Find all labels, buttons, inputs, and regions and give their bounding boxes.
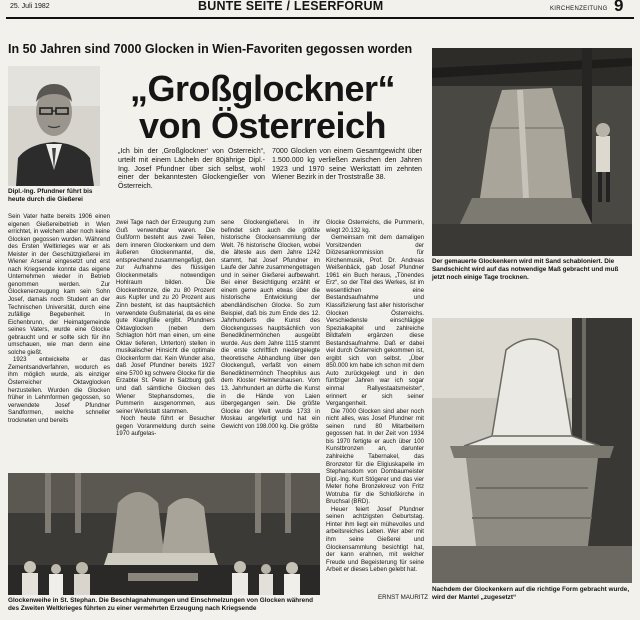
bell-mantle-photo	[432, 318, 632, 583]
text-column-2	[116, 219, 215, 466]
header-rule	[6, 17, 634, 19]
headline	[100, 70, 425, 144]
lead-paragraph-2: 7000 Glocken von einem Gesamtgewicht über 1.500.000 kg verließen zwischen den Jahren 1923 und 1970 seine Werkstatt im zehnten Wiener Bezirk in der Troststraße 38.	[272, 147, 422, 182]
paragraph: Glocke Österreichs, die Pummerin, wiegt 20.132 kg.	[326, 219, 424, 234]
section-title: BUNTE SEITE / LESERFORUM	[198, 0, 384, 13]
bell-mantle-caption: Nachdem der Glockenkern auf die richtige Form gebracht wurde, wird der Mantel „zugesetzt“	[432, 586, 630, 601]
paragraph: sene Glockengießerei. In ihr befindet sich auch die größte historische Glockensammlung der Welt. 76 historische Glocken, wobei die älteste aus dem Jahre 1242 stammt, hat Josef Pfundner im Laufe der Jahre zusammengetragen und in seiner Gießerei aufbewahrt. Bei einer Besichtigung erzählt er einem gerne auch etwas über die historische Entwicklung der abendländischen Glocke. So zum Beispiel, daß bis zum Ende des 12. Jahrhunderts die Kunst des Glockengusses hauptsächlich von Benediktinermönchen ausgeübt wurde. Aus dem Jahre 1115 stammt die erste schriftlich niedergelegte theoretische Abhandlung über den Glockenguß, verfaßt von einem Benediktinermönch Theophilus aus dem Kloster Helmershausen. Vom 13. Jahrhundert an dürfte die Kunst in die Hände von Laien übergegangen sein. Die größte Glocke der Welt wurde 1733 in Moskau angefertigt und hat ein Gewicht von 198.000 kg. Die größte	[221, 219, 320, 430]
newspaper-name: KIRCHENZEITUNG	[550, 6, 608, 12]
paragraph: Die 7000 Glocken sind aber noch nicht alles, was Josef Pfundner mit seinen rund 80 Mitarbeitern gegossen hat. In der Zeit von 1934 bis 1970 fertigte er auch über 100 Kunstbronzen an, darunter zahlreiche Tabernakel, das Bronzetor für die Eligiuskapelle im Stephansdom von Dombaumeister Dipl.-Ing. Kurt Stögerer und das vier Meter hohe Bronzekreuz von Fritz Wotruba für die Schloßkirche in Bruchsal (BRD).	[326, 407, 424, 506]
page-number: 9	[614, 0, 624, 15]
headline-line-1: „Großglockner“	[129, 68, 396, 109]
portrait-photo	[8, 66, 100, 186]
bell-consecration-caption: Glockenweihe in St. Stephan. Die Beschlagnahmungen und Einschmelzungen von Glocken während des Zweiten Weltkrieges führten zu einer vermehrten Erzeugung nach Kriegsende	[8, 597, 314, 612]
paragraph: Noch heute führt er Besucher gegen Voranmeldung durch seine 1970 aufgelas-	[116, 415, 215, 438]
lead-paragraph-1: „Ich bin der ‚Großglockner‘ von Österreich“, urteilt mit einem Lächeln der 80jährige Dipl.-Ing. Josef Pfundner über sich selbst, wohl einer der bekanntesten Glockengießer von Österreich.	[118, 147, 265, 191]
headline-line-2: von Österreich	[138, 105, 387, 146]
paragraph: Heuer feiert Josef Pfundner seinen achtzigsten Geburtstag. Hinter ihm liegt ein mühevolles und arbeitsreiches Leben. Wer aber mit ihm seine Gießerei und Glockensammlung besichtigt hat, der kann erahnen, mit welcher Freude und Begeisterung für seine Arbeit er dieses Leben gelebt hat.	[326, 505, 424, 574]
bell-core-photo	[432, 48, 632, 256]
paragraph: zwei Tage nach der Erzeugung zum Guß verwendbar waren. Die Gußform besteht aus zwei Teilen, dem inneren Glockenkern und dem äußeren Glockenmantel, die, entsprechend zusammengefügt, den zur Aufnahme des flüssigen Glockenmetalls notwendigen Hohlraum bilden. Die Glockenbronze, die zu 80 Prozent aus Kupfer und zu 20 Prozent aus Zinn besteht, ist das hauptsächlich verwendete Gußmaterial, da es eine gute Klangfülle ergibt. Pfundners Oktavglocken (neben dem Schlagton hört man einen, um eine Oktav tieferen, Unterton) stellen in musikalischer Hinsicht die optimale Glockenform dar. Kein Wunder also, daß Josef Pfundner bereits 1927 eine 5700 kg schwere Glocke für die Erzabtei St. Peter in Salzburg goß und daß sämtliche Glocken des Wiener Stephansdomes, die Pummerin ausgenommen, aus seiner Werkstatt stammen.	[116, 219, 215, 415]
text-column-4	[326, 219, 424, 593]
portrait-caption: Dipl.-Ing. Pfundner führt bis heute durch die Gießerei	[8, 188, 93, 203]
paragraph: Sein Vater hatte bereits 1906 einen eigenen Gießereibetrieb in Wien errichtet, in welchem aber noch keine Glocken gegossen wurden. Während des Ersten Weltkrieges war er als Meister in der Geschützgießerei im Wiener Arsenal eingesetzt und erst nach Kriegsende konnte das eigene Unternehmen wieder in Betrieb genommen werden. Zur Glockenerzeugung kam sein Sohn Josef, damals noch Student an der Technischen Universität, durch eine zufällige Begebenheit. In Eichenbrunn, der Heimatgemeinde seines Vaters, wurde eine Glocke gebraucht und er sollte sich für ihn umschauen, wie man denn eine solche gießt.	[8, 213, 110, 356]
text-column-3	[221, 219, 320, 466]
kicker: In 50 Jahren sind 7000 Glocken in Wien-Favoriten gegossen worden	[8, 42, 413, 56]
text-column-1	[8, 213, 110, 466]
issue-date: 25. Juli 1982	[10, 3, 50, 10]
bell-consecration-photo	[8, 473, 320, 595]
paragraph: 1923 entwickelte er das Zementsandverfahren, wodurch es ihm möglich wurde, als einziger Österreicher Oktavglocken herzustellen. Wurden die Glocken früher in Lehmformen gegossen, so verwendete Josef Pfundner Sandformen, welche schneller trockneten und bereits	[8, 356, 110, 424]
author-signature: ERNST MAURITZ	[378, 594, 429, 601]
bell-core-caption: Der gemauerte Glockenkern wird mit Sand schabloniert. Die Sandschicht wird auf das notwendige Maß gebracht und muß jetzt noch einige Tage trocknen.	[432, 258, 619, 281]
paragraph: Gemeinsam mit dem damaligen Vorsitzenden der Diözesankommission für Kirchenmusik, Prof. Dr. Andreas Weißenbäck, gab Josef Pfundner 1961 ein Buch heraus, „Tönendes Erz“, so der Titel des Werkes, ist im wesentlichen eine Bestandsaufnahme und Klassifizierung fast aller historischer Glocken Österreichs. Verschiedenste einschlägige Spezialkapitel und zahlreiche Bildtafeln ergänzen diese Bestandsaufnahme. Daß er dabei viel durch Österreich gekommen ist, ergibt sich von selbst. „Über 850.000 km habe ich schon mit dem Auto zurückgelegt und in den fünfziger Jahren war ich sogar einmal Rallyestaatsmeister“, erinnert er sich seiner Vergangenheit.	[326, 234, 424, 408]
